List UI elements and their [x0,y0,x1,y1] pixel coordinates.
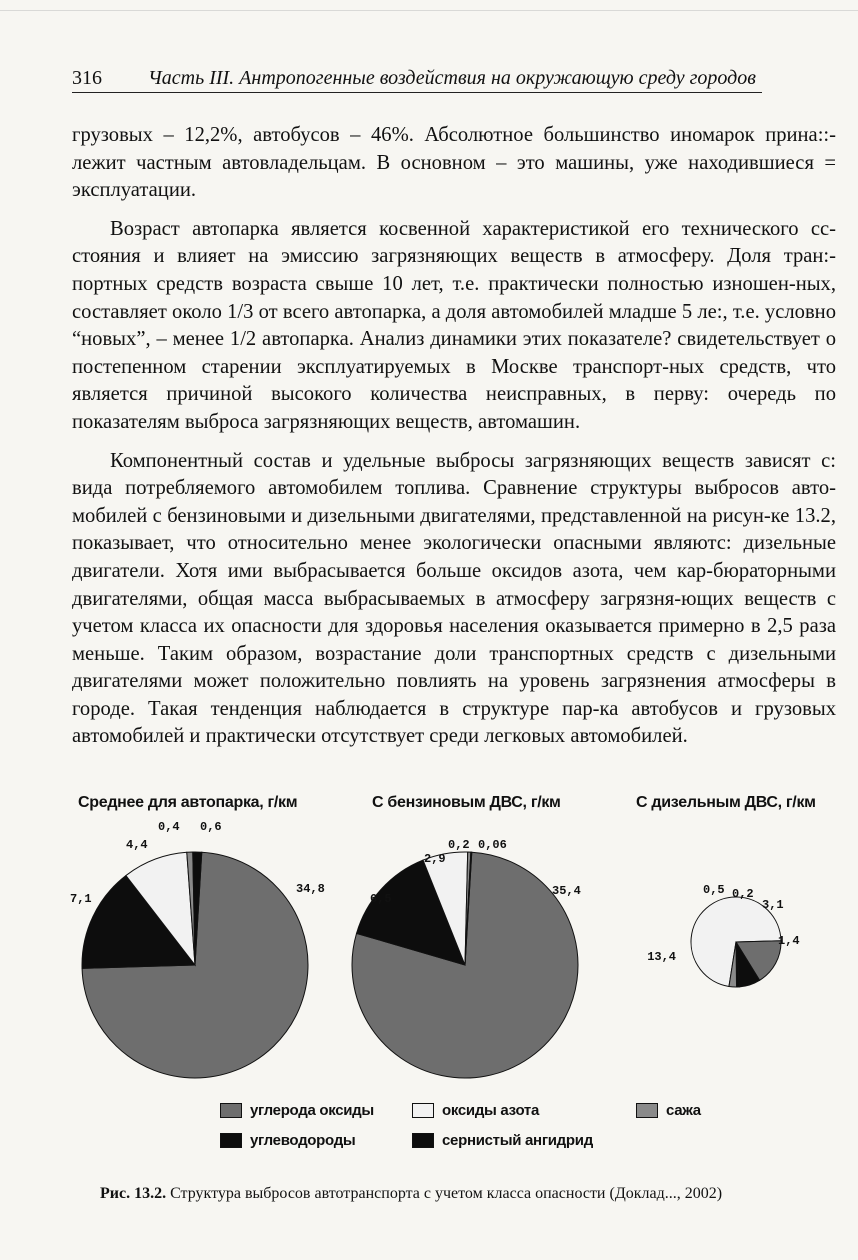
legend-item-nox [412,1102,539,1119]
pie-value-label: 3,1 [762,898,784,912]
body-text [72,122,836,762]
caption-label: Рис. 13.2. [100,1185,167,1202]
pie-chart-average [60,820,340,1090]
pie-value-label: 34,8 [296,882,325,896]
pie-value-label: 4,4 [126,838,148,852]
pie-value-label: 35,4 [552,884,581,898]
scan-edge-line [0,10,858,11]
chart-title: С бензиновым ДВС, г/км [372,794,561,811]
pie-value-label: 0,6 [200,820,222,834]
figure-caption [100,1185,820,1203]
page-number: 316 [72,67,102,89]
chart-title: Среднее для автопарка, г/км [78,794,298,811]
legend-swatch [220,1133,242,1148]
legend-label: оксиды азота [442,1102,540,1119]
legend-swatch [412,1103,434,1118]
legend-item-soot [636,1102,701,1119]
legend-item-co [220,1102,374,1119]
pie-value-label: 0,5 [703,883,725,897]
running-header [72,66,762,93]
pie-value-label: 7,1 [70,892,92,906]
paragraph: Компонентный состав и удельные выбросы загрязняющих веществ зависят с: вида потребляемого автомобилем топлива. Сравнение структуры выбросов авто-мобилей с бензиновыми и дизельными двигателями, представленной на рисун-ке 13.2, показывает, что относительно менее экологически опасными являютс: дизельные двигатели. Хотя ими выбрасывается больше оксидов азота, чем кар-бюраторными двигателями, общая масса выбрасываемых в атмосферу загрязня-ющих веществ с учетом класса их опасности для здоровья населения оказывается примерно в 2,5 раза меньше. Таким образом, возрастание доли транспортных средств с дизельными двигателями может положительно повлиять на уровень загрязнения атмосферы в городе. Такая тенденция наблюдается в структуре пар-ка автобусов и грузовых автомобилей и практически отсутствует среди легковых автомобилей. [72,449,836,748]
legend-item-so2 [412,1132,593,1149]
figure-13-2 [0,780,858,1200]
pie-value-label: 1,4 [778,934,800,948]
paragraph: грузовых – 12,2%, автобусов – 46%. Абсолютное большинство иномарок прина::-лежит частным автовладельцам. В основном – это машины, уже находившиеся = эксплуатации. [72,124,836,202]
pie-value-label: 13,4 [647,950,676,964]
legend-item-hc [220,1132,355,1149]
legend-label: углерода оксиды [250,1102,374,1119]
legend-swatch [220,1103,242,1118]
legend-swatch [412,1133,434,1148]
caption-text: Структура выбросов автотранспорта с учетом класса опасности (Доклад..., 2002) [170,1185,723,1202]
pie-chart-diesel [630,820,830,1020]
pie-chart-gasoline [340,820,600,1090]
chart-title: С дизельным ДВС, г/км [636,794,816,811]
pie-value-label: 6,5 [370,892,392,906]
pie-value-label: 0,4 [158,820,180,834]
legend-label: сажа [666,1102,701,1119]
pie-value-label: 2,9 [424,852,446,866]
running-title: Часть III. Антропогенные воздействия на окружающую среду городов [148,67,756,89]
pie-value-label: 0,06 [478,838,507,852]
legend-label: сернистый ангидрид [442,1132,593,1149]
paragraph: Возраст автопарка является косвенной характеристикой его технического сс-стояния и влияет на эмиссию загрязняющих веществ в атмосферу. Доля тран:-портных средств возраста свыше 10 лет, т.е. практически полностью изношен-ных, составляет около 1/3 от всего автопарка, а доля автомобилей младше 5 ле:, т.е. условно “новых”, – менее 1/2 автопарка. Анализ динамики этих показателе? свидетельствует о постепенном старении эксплуатируемых в Москве транспорт-ных средств, что является причиной высокого количества неисправных, в перву: очередь по показателям выброса загрязняющих веществ, автомашин. [72,217,836,433]
legend-swatch [636,1103,658,1118]
legend-label: углеводороды [250,1132,356,1149]
pie-value-label: 0,2 [448,838,470,852]
pie-value-label: 0,2 [732,887,754,901]
